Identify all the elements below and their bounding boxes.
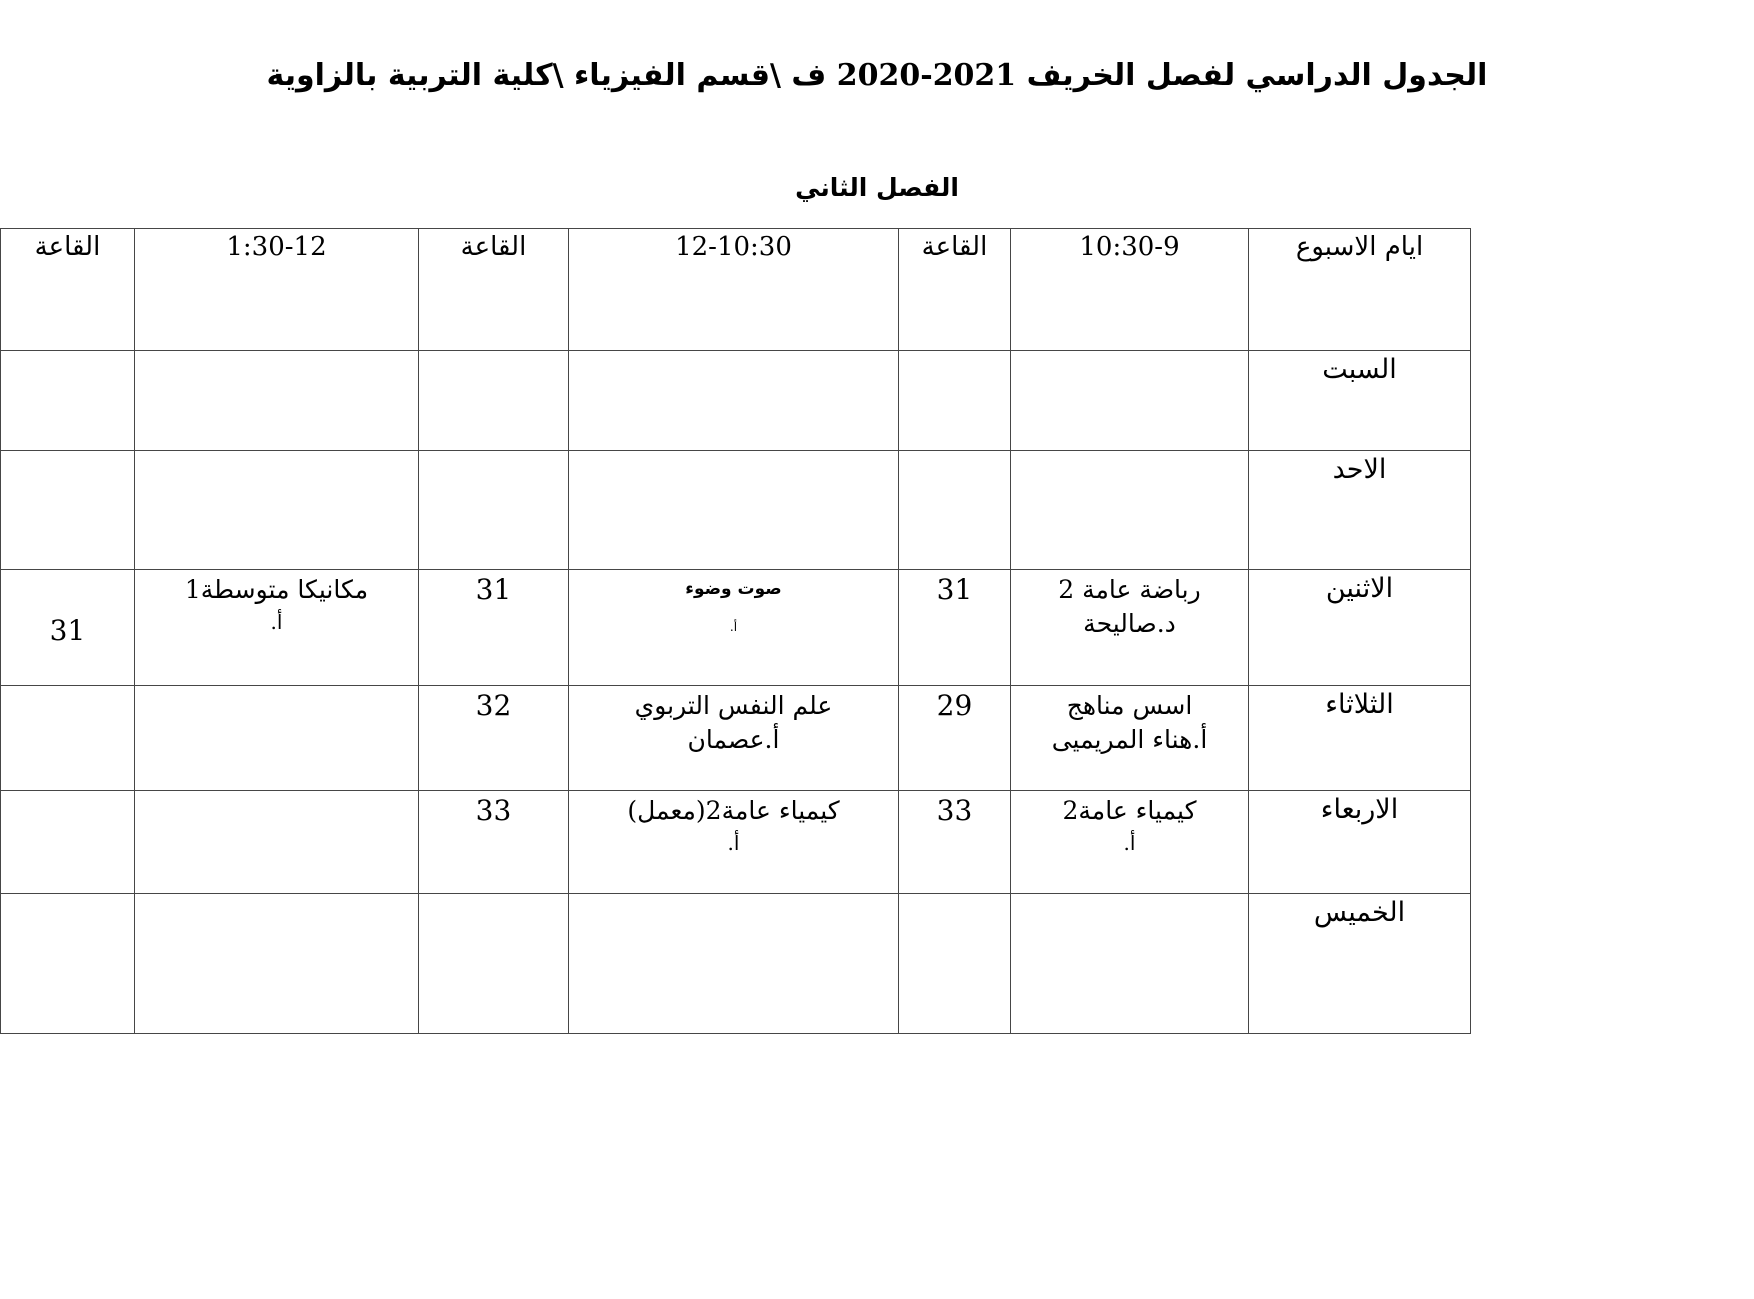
page-subtitle: الفصل الثاني bbox=[795, 173, 959, 202]
course-cell bbox=[135, 451, 419, 570]
table-row-sunday bbox=[1, 451, 1471, 570]
room-cell bbox=[1, 894, 135, 1034]
course-cell bbox=[569, 451, 899, 570]
room-cell bbox=[1, 351, 135, 451]
course-name: مكانيكا متوسطة1 bbox=[184, 575, 369, 604]
instructor-name: أ.هناء المريميى bbox=[1051, 725, 1208, 754]
room-cell bbox=[899, 451, 1011, 570]
table-row-wednesday bbox=[1, 791, 1471, 894]
course-cell bbox=[1011, 791, 1249, 894]
room-cell bbox=[419, 451, 569, 570]
course-cell bbox=[135, 570, 419, 686]
header-row bbox=[1, 229, 1471, 351]
day-cell: الاثنين bbox=[1249, 570, 1471, 686]
room-cell bbox=[899, 894, 1011, 1034]
course-cell bbox=[569, 570, 899, 686]
course-name: كيمياء عامة2(معمل) bbox=[627, 796, 840, 825]
room-cell bbox=[1, 791, 135, 894]
course-cell bbox=[1011, 570, 1249, 686]
room-cell: 29 bbox=[899, 686, 1011, 791]
instructor-name: د.صاليحة bbox=[1083, 609, 1176, 638]
course-cell bbox=[569, 686, 899, 791]
room-cell bbox=[1, 686, 135, 791]
course-name: صوت وضوء bbox=[685, 579, 782, 599]
schedule-table bbox=[0, 228, 1471, 1034]
room-cell: 32 bbox=[419, 686, 569, 791]
course-cell bbox=[135, 791, 419, 894]
course-cell bbox=[569, 351, 899, 451]
course-cell bbox=[569, 791, 899, 894]
table-row-saturday bbox=[1, 351, 1471, 451]
page-title: الجدول الدراسي لفصل الخريف 2021-2020 ف \قسم الفيزياء \كلية التربية بالزاوية bbox=[266, 58, 1488, 93]
room-cell bbox=[1, 451, 135, 570]
instructor-name: أ. bbox=[727, 831, 740, 855]
instructor-name: أ.عصمان bbox=[687, 725, 780, 754]
room-cell bbox=[899, 351, 1011, 451]
room-cell bbox=[419, 894, 569, 1034]
room-cell: 33 bbox=[899, 791, 1011, 894]
instructor-name: أ. bbox=[270, 610, 283, 634]
course-cell bbox=[1011, 686, 1249, 791]
course-cell bbox=[569, 894, 899, 1034]
room-cell: 33 bbox=[419, 791, 569, 894]
table-row-tuesday bbox=[1, 686, 1471, 791]
course-cell bbox=[1011, 451, 1249, 570]
col-header-room-1: القاعة bbox=[899, 229, 1011, 351]
course-cell bbox=[135, 351, 419, 451]
instructor-name: أ. bbox=[1123, 831, 1136, 855]
day-cell: الثلاثاء bbox=[1249, 686, 1471, 791]
day-cell: الاحد bbox=[1249, 451, 1471, 570]
col-header-days: ايام الاسبوع bbox=[1249, 229, 1471, 351]
col-header-time-3: 1:30-12 bbox=[135, 229, 419, 351]
room-cell bbox=[419, 351, 569, 451]
col-header-room-3: القاعة bbox=[1, 229, 135, 351]
room-cell: 31 bbox=[1, 570, 135, 686]
course-cell bbox=[135, 686, 419, 791]
day-cell: الخميس bbox=[1249, 894, 1471, 1034]
room-cell: 31 bbox=[899, 570, 1011, 686]
course-name: كيمياء عامة2 bbox=[1062, 796, 1197, 825]
day-cell: الاربعاء bbox=[1249, 791, 1471, 894]
day-cell: السبت bbox=[1249, 351, 1471, 451]
course-name: اسس مناهج bbox=[1066, 691, 1193, 720]
col-header-room-2: القاعة bbox=[419, 229, 569, 351]
document-page bbox=[0, 58, 1754, 1299]
col-header-time-2: 12-10:30 bbox=[569, 229, 899, 351]
table-row-monday bbox=[1, 570, 1471, 686]
course-name: رباضة عامة 2 bbox=[1058, 575, 1201, 604]
col-header-time-1: 10:30-9 bbox=[1011, 229, 1249, 351]
course-name: علم النفس التربوي bbox=[634, 691, 833, 720]
instructor-name: أ. bbox=[729, 620, 738, 634]
course-cell bbox=[1011, 894, 1249, 1034]
course-cell bbox=[1011, 351, 1249, 451]
course-cell bbox=[135, 894, 419, 1034]
room-cell: 31 bbox=[419, 570, 569, 686]
table-row-thursday bbox=[1, 894, 1471, 1034]
